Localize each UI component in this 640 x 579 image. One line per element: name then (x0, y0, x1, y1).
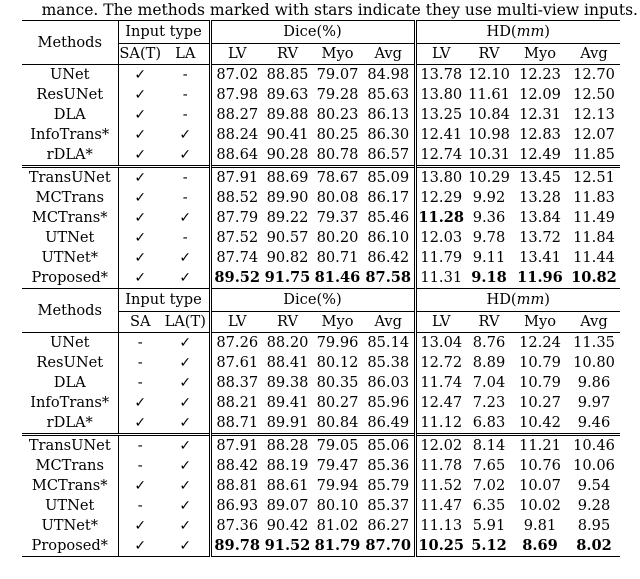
hd-value: 12.13 (573, 106, 615, 123)
hd-value: 12.83 (519, 126, 561, 143)
dice-value: 88.85 (263, 65, 312, 86)
hd-value: 10.84 (468, 106, 510, 123)
dice-value: 80.78 (316, 146, 359, 163)
hd-value: 13.80 (420, 86, 463, 103)
sa-input-mark: ✓ (134, 250, 147, 266)
hd-metric-header: Avg (580, 45, 608, 62)
dice-header: Dice(%) (210, 289, 415, 312)
table-row (22, 373, 620, 393)
hd-value: 9.18 (471, 269, 507, 286)
dice-value: 85.09 (363, 167, 415, 189)
dice-value: 91.75 (264, 269, 311, 286)
table-caption: mance. The methods marked with stars indicate they use multi-view inputs. (41, 1, 638, 19)
hd-value: 11.85 (573, 146, 615, 163)
hd-value: 9.92 (472, 189, 506, 206)
dice-value: 87.58 (363, 268, 415, 289)
sa-header: SA(T) (119, 45, 162, 62)
sa-input-mark: ✓ (134, 107, 147, 123)
dice-value: 85.96 (363, 393, 415, 413)
la-input-mark: ✓ (162, 373, 210, 393)
method-name: UTNet* (22, 516, 118, 536)
la-input-mark: - (162, 167, 210, 189)
dice-value: 88.28 (263, 435, 312, 457)
table-row (22, 393, 620, 413)
dice-metric-header: RV (276, 45, 298, 62)
hd-value: 12.70 (568, 65, 620, 86)
dice-metric-header: LV (228, 313, 247, 330)
hd-value: 9.86 (577, 374, 611, 391)
dice-metric-header: LV (228, 45, 247, 62)
hd-value: 12.41 (420, 126, 463, 143)
hd-value: 11.78 (420, 457, 463, 474)
hd-value: 10.42 (519, 414, 561, 431)
hd-metric-header: RV (478, 313, 500, 330)
dice-value: 89.90 (266, 189, 309, 206)
hd-value: 10.46 (568, 435, 620, 457)
la-input-mark: ✓ (162, 536, 210, 557)
table-row (22, 496, 620, 516)
dice-value: 90.41 (266, 126, 309, 143)
hd-value: 7.04 (472, 374, 506, 391)
table-row (22, 333, 620, 354)
hd-value: 9.11 (472, 249, 506, 266)
methods-header: Methods (22, 21, 118, 65)
dice-metric-header: Myo (321, 313, 354, 330)
hd-header: HD(mm) (415, 289, 620, 312)
dice-value: 80.35 (316, 374, 359, 391)
dice-value: 87.74 (216, 249, 259, 266)
hd-value: 11.47 (420, 497, 463, 514)
dice-value: 79.47 (316, 457, 359, 474)
dice-value: 87.98 (216, 86, 259, 103)
table-row (22, 167, 620, 189)
method-name: MCTrans (22, 188, 118, 208)
la-input-mark: ✓ (162, 393, 210, 413)
table-row (22, 65, 620, 86)
dice-value: 88.41 (266, 354, 309, 371)
method-name: Proposed* (22, 536, 118, 557)
dice-value: 81.79 (312, 536, 363, 557)
dice-metric-header: Avg (363, 312, 415, 333)
dice-value: 88.42 (216, 457, 259, 474)
sa-input-mark: ✓ (134, 270, 147, 286)
la-input-mark: ✓ (162, 476, 210, 496)
hd-value: 11.44 (573, 249, 615, 266)
dice-value: 88.21 (216, 394, 259, 411)
input-type-header: Input type (118, 289, 210, 312)
hd-value: 13.25 (420, 106, 463, 123)
dice-value: 89.07 (266, 497, 309, 514)
sa-input-mark: ✓ (134, 415, 147, 431)
dice-value: 88.24 (216, 126, 259, 143)
dice-value: 89.22 (266, 209, 309, 226)
dice-value: 85.37 (363, 496, 415, 516)
hd-metric-header: LV (432, 313, 451, 330)
method-name: UNet (22, 333, 118, 354)
hd-value: 13.45 (512, 167, 568, 189)
la-input-mark: ✓ (162, 145, 210, 167)
sa-input-mark: - (137, 497, 143, 514)
dice-value: 80.27 (316, 394, 359, 411)
methods-header: Methods (22, 289, 118, 333)
hd-value: 10.98 (468, 126, 510, 143)
hd-value: 10.07 (519, 477, 561, 494)
method-name: ResUNet (22, 353, 118, 373)
hd-value: 10.82 (571, 269, 617, 286)
la-input-mark: ✓ (162, 208, 210, 228)
hd-value: 9.36 (472, 209, 506, 226)
hd-value: 11.31 (420, 269, 463, 286)
hd-value: 13.80 (415, 167, 466, 189)
method-name: MCTrans* (22, 208, 118, 228)
dice-value: 87.91 (210, 435, 263, 457)
hd-value: 11.35 (568, 333, 620, 354)
dice-metric-header: Myo (321, 45, 354, 62)
la-input-mark: ✓ (162, 125, 210, 145)
dice-value: 86.27 (363, 516, 415, 536)
method-name: ResUNet (22, 85, 118, 105)
sa-input-mark: - (118, 333, 162, 354)
method-name: InfoTrans* (22, 125, 118, 145)
dice-value: 90.82 (266, 249, 309, 266)
hd-value: 13.84 (519, 209, 561, 226)
table-row (22, 516, 620, 536)
hd-value: 12.10 (466, 65, 512, 86)
table-row (22, 476, 620, 496)
sa-input-mark: ✓ (134, 518, 147, 534)
hd-value: 10.79 (519, 354, 561, 371)
header-row (22, 21, 620, 44)
hd-value: 12.24 (512, 333, 568, 354)
hd-value: 7.23 (472, 394, 506, 411)
hd-value: 13.78 (415, 65, 466, 86)
table-row (22, 188, 620, 208)
dice-value: 79.05 (312, 435, 363, 457)
dice-value: 80.23 (316, 106, 359, 123)
hd-value: 12.51 (568, 167, 620, 189)
la-input-mark: - (162, 228, 210, 248)
dice-value: 80.12 (316, 354, 359, 371)
table-row (22, 125, 620, 145)
dice-value: 86.49 (363, 413, 415, 435)
la-input-mark: ✓ (162, 516, 210, 536)
dice-value: 79.37 (316, 209, 359, 226)
sa-input-mark: ✓ (134, 478, 147, 494)
hd-metric-header: LV (432, 45, 451, 62)
hd-value: 5.91 (472, 517, 506, 534)
sa-input-mark: ✓ (134, 230, 147, 246)
dice-value: 78.67 (312, 167, 363, 189)
dice-value: 89.91 (266, 414, 309, 431)
hd-value: 9.54 (577, 477, 611, 494)
sa-input-mark: - (137, 354, 143, 371)
hd-value: 13.04 (415, 333, 466, 354)
hd-value: 11.13 (420, 517, 463, 534)
dice-metric-header: Avg (363, 44, 415, 65)
hd-value: 5.12 (466, 536, 512, 557)
dice-value: 86.13 (363, 105, 415, 125)
hd-metric-header: Myo (524, 313, 556, 330)
hd-value: 8.89 (472, 354, 506, 371)
dice-value: 80.20 (316, 229, 359, 246)
la-input-mark: ✓ (162, 435, 210, 457)
la-header: LA (162, 44, 210, 65)
sa-input-mark: ✓ (134, 127, 147, 143)
la-input-mark: ✓ (162, 353, 210, 373)
method-name: TransUNet (22, 435, 118, 457)
hd-value: 12.23 (512, 65, 568, 86)
dice-value: 89.88 (266, 106, 309, 123)
dice-value: 87.02 (210, 65, 263, 86)
dice-value: 89.38 (266, 374, 309, 391)
dice-value: 81.46 (314, 269, 361, 286)
dice-value: 80.08 (316, 189, 359, 206)
hd-value: 11.12 (420, 414, 463, 431)
method-name: InfoTrans* (22, 393, 118, 413)
hd-value: 10.02 (519, 497, 561, 514)
sa-input-mark: ✓ (134, 190, 147, 206)
hd-value: 12.50 (573, 86, 615, 103)
hd-metric-header: Avg (580, 313, 608, 330)
sa-input-mark: ✓ (134, 87, 147, 103)
dice-value: 87.91 (210, 167, 263, 189)
hd-value: 11.52 (420, 477, 463, 494)
hd-value: 9.81 (523, 517, 557, 534)
hd-value: 11.49 (573, 209, 615, 226)
sa-input-mark: ✓ (118, 65, 162, 86)
method-name: Proposed* (22, 268, 118, 289)
hd-value: 13.28 (519, 189, 561, 206)
dice-value: 86.10 (363, 228, 415, 248)
dice-metric-header: RV (276, 313, 298, 330)
dice-value: 86.93 (216, 497, 259, 514)
table-row (22, 353, 620, 373)
hd-value: 10.76 (519, 457, 561, 474)
method-name: MCTrans* (22, 476, 118, 496)
sa-input-mark: ✓ (134, 395, 147, 411)
dice-value: 88.71 (216, 414, 259, 431)
la-input-mark: ✓ (162, 333, 210, 354)
table-row (22, 248, 620, 268)
hd-value: 10.27 (519, 394, 561, 411)
table-row (22, 268, 620, 289)
hd-value: 12.49 (519, 146, 561, 163)
table-row (22, 435, 620, 457)
hd-value: 12.09 (519, 86, 561, 103)
sa-input-mark: ✓ (134, 210, 147, 226)
method-name: DLA (22, 373, 118, 393)
hd-value: 10.06 (573, 457, 615, 474)
hd-value: 10.79 (519, 374, 561, 391)
dice-value: 80.84 (316, 414, 359, 431)
dice-value: 88.37 (216, 374, 259, 391)
dice-value: 85.06 (363, 435, 415, 457)
dice-value: 88.64 (216, 146, 259, 163)
method-name: UNet (22, 65, 118, 86)
hd-value: 13.41 (519, 249, 561, 266)
table-row (22, 85, 620, 105)
dice-value: 89.41 (266, 394, 309, 411)
dice-value: 79.94 (316, 477, 359, 494)
dice-value: 85.36 (363, 456, 415, 476)
dice-value: 87.52 (216, 229, 259, 246)
sa-input-mark: ✓ (118, 536, 162, 557)
dice-value: 85.38 (363, 353, 415, 373)
dice-value: 80.71 (316, 249, 359, 266)
hd-value: 10.25 (415, 536, 466, 557)
la-input-mark: ✓ (162, 248, 210, 268)
hd-value: 12.47 (420, 394, 463, 411)
dice-value: 86.42 (363, 248, 415, 268)
dice-value: 80.25 (316, 126, 359, 143)
dice-value: 88.81 (216, 477, 259, 494)
hd-header: HD(mm) (415, 21, 620, 44)
dice-value: 80.10 (316, 497, 359, 514)
hd-value: 11.96 (517, 269, 563, 286)
hd-metric-header: RV (478, 45, 500, 62)
table-row (22, 105, 620, 125)
dice-value: 87.61 (216, 354, 259, 371)
la-input-mark: - (162, 65, 210, 86)
hd-value: 8.95 (577, 517, 611, 534)
dice-value: 84.98 (363, 65, 415, 86)
hd-value: 8.69 (512, 536, 568, 557)
table-row (22, 208, 620, 228)
hd-value: 8.02 (568, 536, 620, 557)
method-name: UTNet (22, 496, 118, 516)
la-input-mark: ✓ (162, 496, 210, 516)
dice-value: 87.26 (210, 333, 263, 354)
la-header: LA(T) (162, 312, 210, 333)
hd-value: 9.78 (472, 229, 506, 246)
dice-value: 91.52 (263, 536, 312, 557)
hd-value: 8.76 (466, 333, 512, 354)
dice-value: 88.52 (216, 189, 259, 206)
dice-value: 79.07 (312, 65, 363, 86)
dice-header: Dice(%) (210, 21, 415, 44)
hd-value: 10.80 (573, 354, 615, 371)
hd-value: 6.83 (472, 414, 506, 431)
sa-input-mark: ✓ (118, 167, 162, 189)
hd-value: 12.07 (573, 126, 615, 143)
method-name: UTNet (22, 228, 118, 248)
hd-value: 7.02 (472, 477, 506, 494)
dice-value: 81.02 (316, 517, 359, 534)
dice-value: 89.63 (266, 86, 309, 103)
dice-value: 88.69 (263, 167, 312, 189)
method-name: TransUNet (22, 167, 118, 189)
dice-value: 85.63 (363, 85, 415, 105)
dice-value: 90.28 (266, 146, 309, 163)
dice-value: 88.19 (266, 457, 309, 474)
la-input-mark: - (162, 85, 210, 105)
sa-input-mark: - (137, 457, 143, 474)
header-row (22, 289, 620, 312)
table-row (22, 413, 620, 435)
hd-value: 12.31 (519, 106, 561, 123)
method-name: MCTrans (22, 456, 118, 476)
sa-header: SA (129, 313, 151, 330)
hd-value: 13.72 (519, 229, 561, 246)
sa-input-mark: ✓ (134, 147, 147, 163)
la-input-mark: - (162, 105, 210, 125)
sa-input-mark: - (137, 374, 143, 391)
hd-value: 12.72 (420, 354, 463, 371)
hd-value: 11.84 (573, 229, 615, 246)
hd-value: 6.35 (472, 497, 506, 514)
dice-value: 79.28 (316, 86, 359, 103)
dice-value: 86.03 (363, 373, 415, 393)
table-row (22, 228, 620, 248)
table-row (22, 456, 620, 476)
hd-value: 9.97 (577, 394, 611, 411)
method-name: DLA (22, 105, 118, 125)
la-input-mark: ✓ (162, 456, 210, 476)
hd-value: 7.65 (472, 457, 506, 474)
hd-value: 12.29 (420, 189, 463, 206)
la-input-mark: ✓ (162, 413, 210, 435)
dice-value: 88.61 (266, 477, 309, 494)
table-row (22, 145, 620, 167)
dice-value: 88.27 (216, 106, 259, 123)
dice-value: 86.57 (363, 145, 415, 167)
hd-value: 11.21 (512, 435, 568, 457)
results-table (22, 20, 620, 557)
hd-value: 9.46 (577, 414, 611, 431)
method-name: rDLA* (22, 413, 118, 435)
dice-value: 90.42 (266, 517, 309, 534)
hd-value: 9.28 (577, 497, 611, 514)
dice-value: 87.36 (216, 517, 259, 534)
dice-value: 85.79 (363, 476, 415, 496)
hd-value: 11.74 (420, 374, 463, 391)
la-input-mark: ✓ (162, 268, 210, 289)
hd-value: 11.79 (420, 249, 463, 266)
hd-value: 12.74 (420, 146, 463, 163)
la-input-mark: - (162, 188, 210, 208)
input-type-header: Input type (118, 21, 210, 44)
hd-value: 11.28 (418, 209, 465, 226)
hd-value: 8.14 (466, 435, 512, 457)
dice-value: 87.70 (363, 536, 415, 557)
method-name: UTNet* (22, 248, 118, 268)
dice-value: 89.78 (210, 536, 263, 557)
sa-input-mark: - (118, 435, 162, 457)
dice-value: 85.46 (363, 208, 415, 228)
dice-value: 87.79 (216, 209, 259, 226)
dice-value: 88.20 (263, 333, 312, 354)
dice-value: 86.30 (363, 125, 415, 145)
dice-value: 79.96 (312, 333, 363, 354)
hd-value: 12.03 (420, 229, 463, 246)
dice-value: 86.17 (363, 188, 415, 208)
hd-metric-header: Myo (524, 45, 556, 62)
hd-value: 11.83 (573, 189, 615, 206)
method-name: rDLA* (22, 145, 118, 167)
table-row (22, 536, 620, 557)
hd-value: 12.02 (415, 435, 466, 457)
dice-value: 90.57 (266, 229, 309, 246)
dice-value: 89.52 (214, 269, 261, 286)
dice-value: 85.14 (363, 333, 415, 354)
hd-value: 10.31 (468, 146, 510, 163)
hd-value: 10.29 (466, 167, 512, 189)
hd-value: 11.61 (468, 86, 510, 103)
